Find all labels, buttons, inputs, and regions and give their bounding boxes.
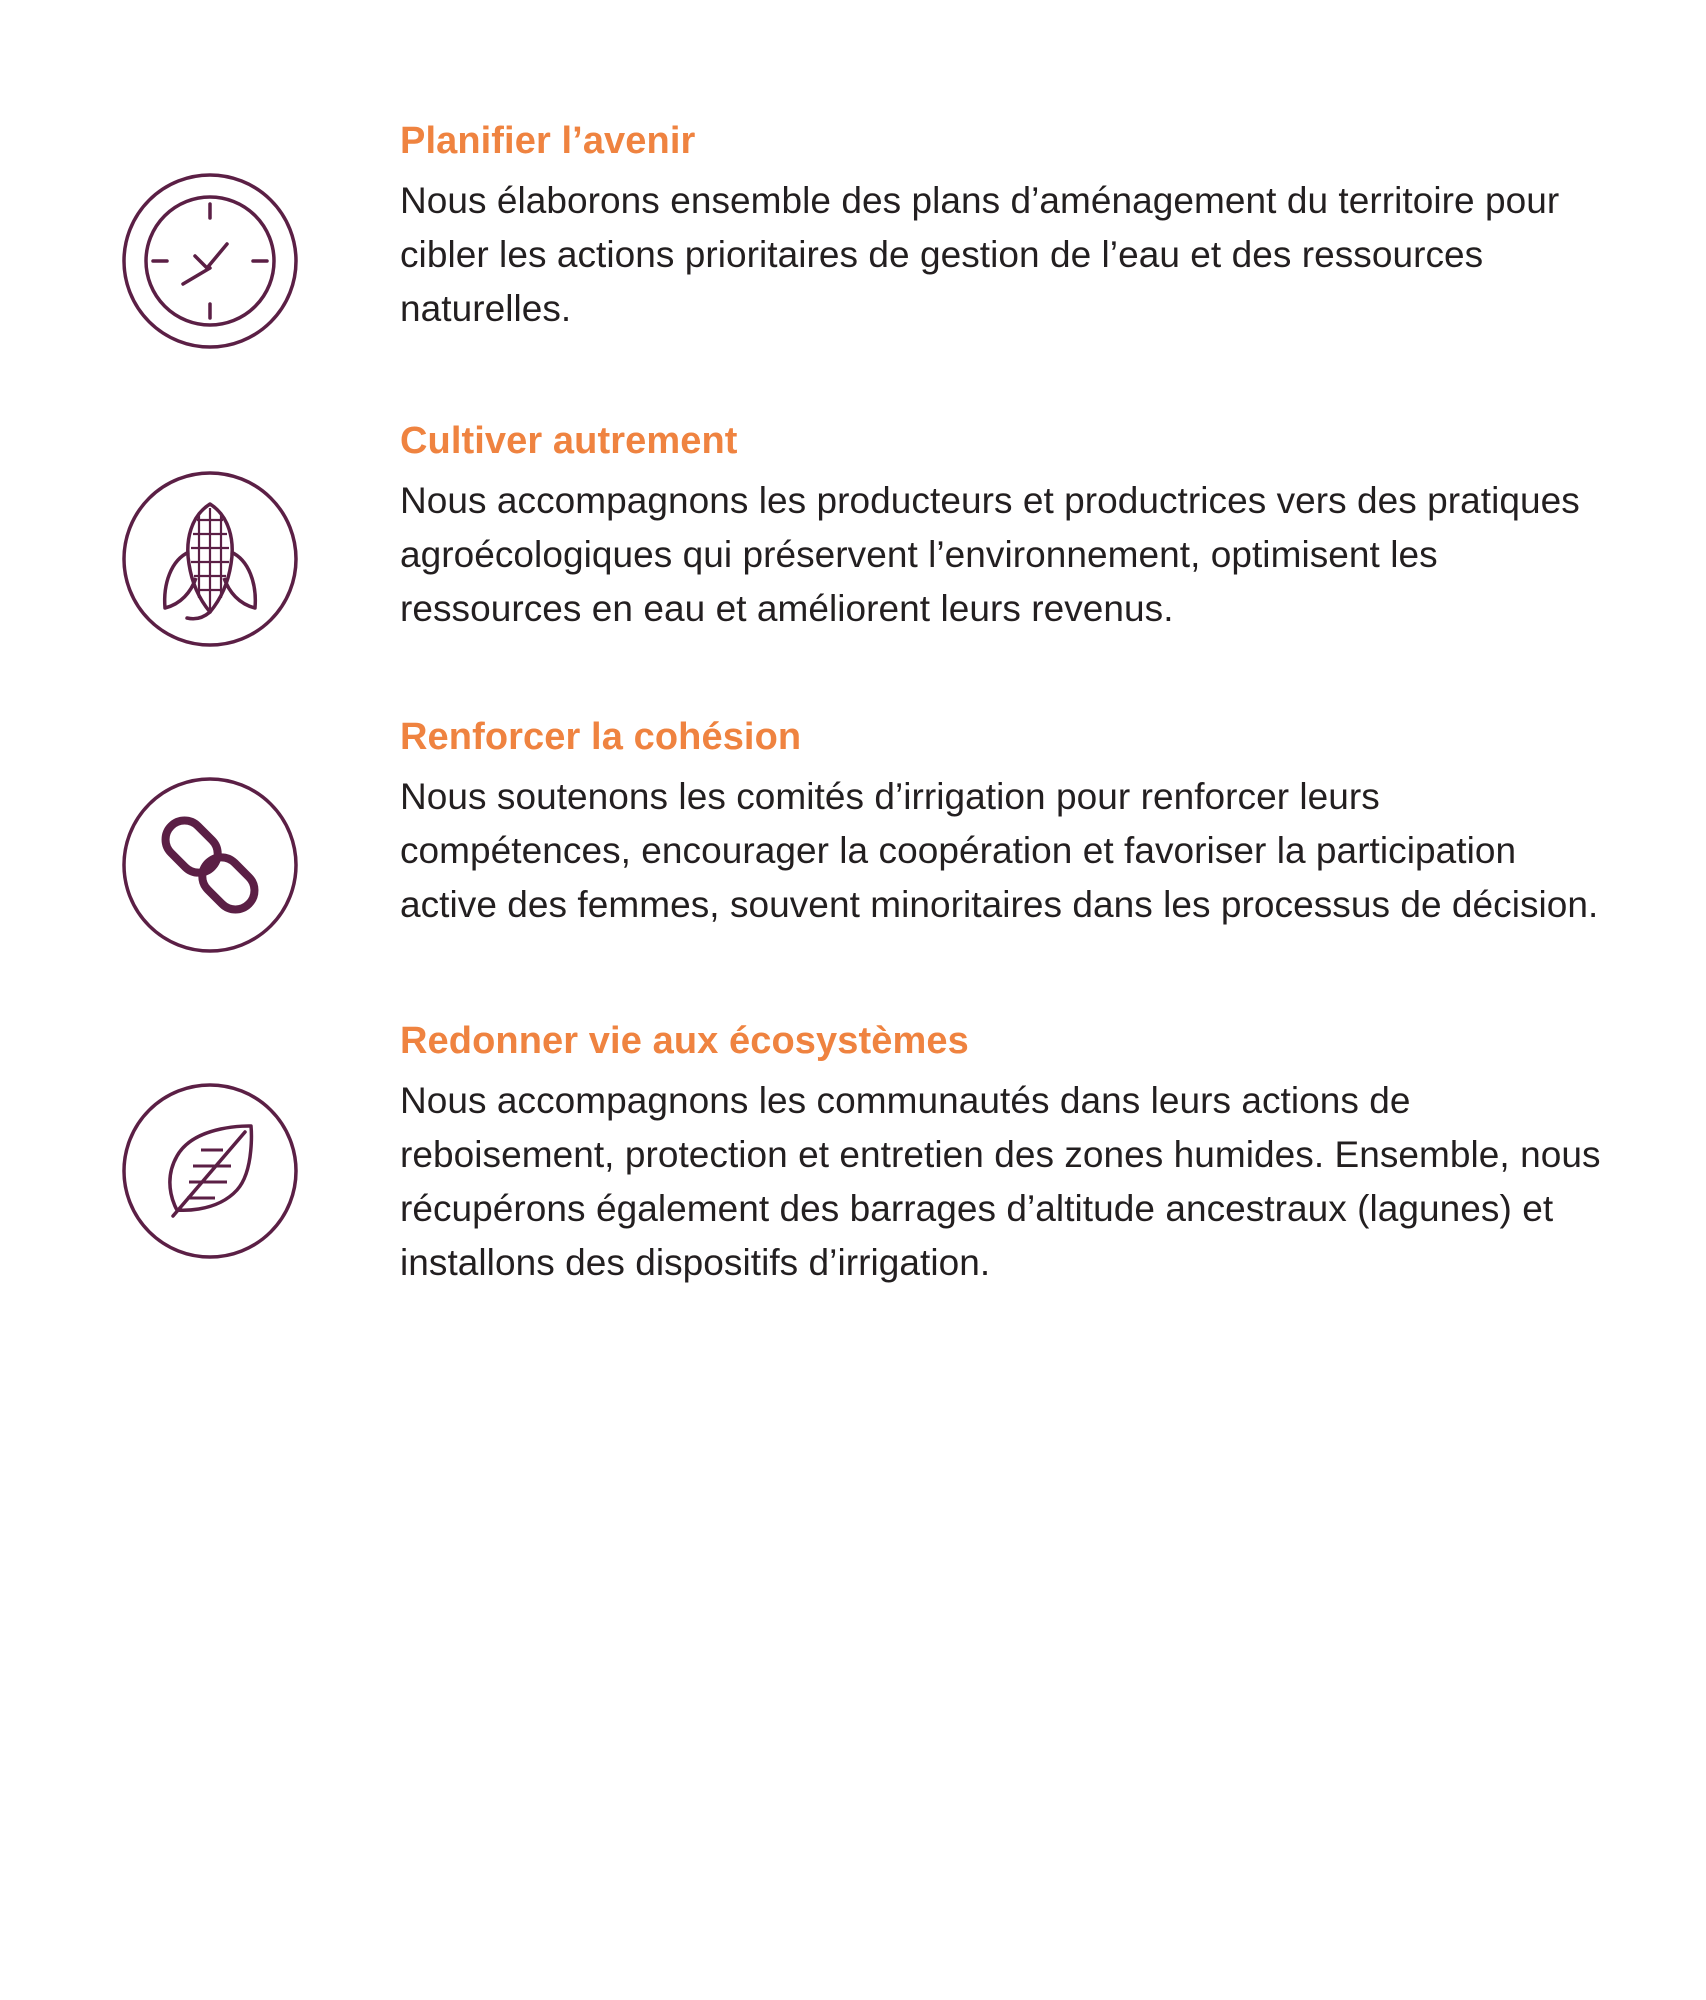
feature-body: Nous accompagnons les communautés dans leurs actions de reboisement, protection et entretien des zones humides. Ensemble, nous récupérons également des barrages d’altitude ancestraux (lagunes) et installons des dispositifs d’irrigation. (400, 1079, 1601, 1283)
feature-item (0, 1018, 1706, 1290)
feature-title: Cultiver autrement (400, 420, 738, 462)
feature-item (0, 714, 1706, 956)
feature-body: Nous accompagnons les producteurs et productrices vers des pratiques agroécologiques qui préservent l’environnement, optimisent les ressources en eau et améliorent leurs revenus. (400, 479, 1580, 629)
feature-item (0, 118, 1706, 352)
chain-link-icon (119, 774, 301, 956)
feature-icon-container (0, 1018, 400, 1262)
feature-icon-container (0, 418, 400, 650)
feature-text-container (400, 418, 1670, 636)
leaf-icon (119, 1080, 301, 1262)
feature-item (0, 418, 1706, 650)
feature-title: Planifier l’avenir (400, 120, 696, 162)
clock-check-icon (119, 170, 301, 352)
feature-icon-container (0, 714, 400, 956)
feature-text-container (400, 714, 1670, 932)
feature-icon-container (0, 118, 400, 352)
corn-cob-icon (119, 468, 301, 650)
feature-title: Redonner vie aux écosystèmes (400, 1020, 969, 1062)
feature-list (0, 118, 1706, 1290)
feature-text-container (400, 1018, 1670, 1290)
feature-title: Renforcer la cohésion (400, 716, 802, 758)
feature-text-container (400, 118, 1670, 336)
feature-body: Nous élaborons ensemble des plans d’aménagement du territoire pour cibler les actions prioritaires de gestion de l’eau et des ressources naturelles. (400, 179, 1560, 329)
feature-body: Nous soutenons les comités d’irrigation pour renforcer leurs compétences, encourager la coopération et favoriser la participation active des femmes, souvent minoritaires dans les processus de décision. (400, 775, 1599, 925)
